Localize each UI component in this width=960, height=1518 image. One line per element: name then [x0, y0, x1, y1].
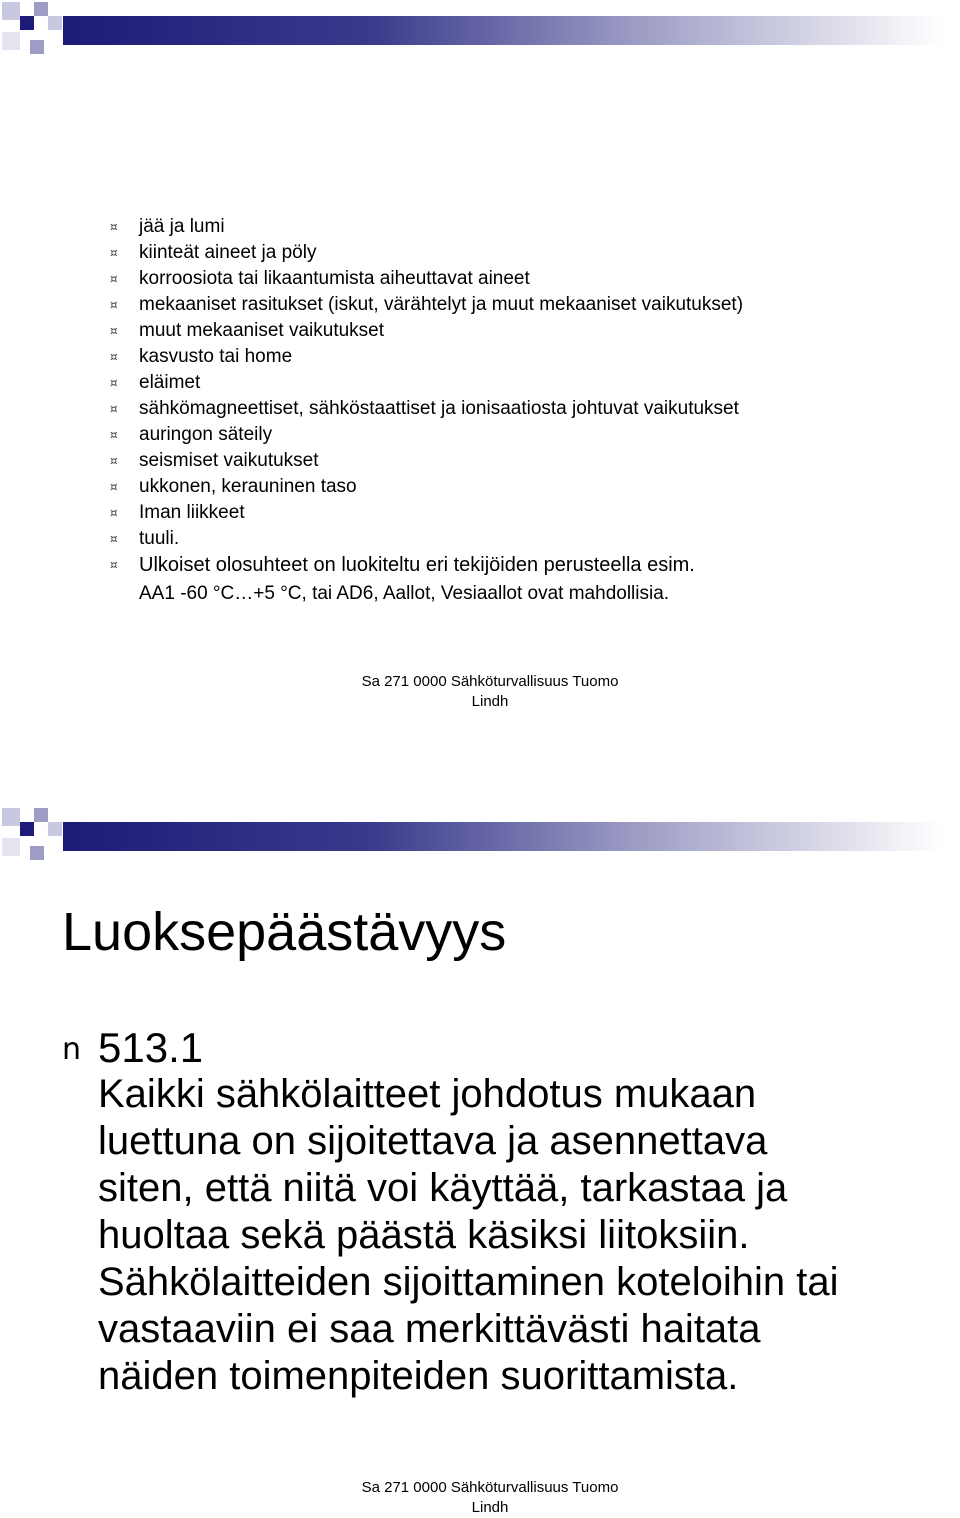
bullet-glyph: n — [62, 1032, 82, 1067]
list-item-text: Ulkoiset olosuhteet on luokiteltu eri tekijöiden perusteella esim. — [139, 554, 695, 576]
regulation-text — [98, 1024, 838, 1400]
list-item-text: korroosiota tai likaantumista aiheuttavat aineet — [139, 268, 530, 289]
deco-square — [30, 846, 44, 860]
list-item — [110, 292, 743, 318]
deco-square — [48, 822, 62, 836]
text-line: huoltaa sekä päästä käsiksi liitoksiin. — [98, 1213, 750, 1257]
deco-square — [2, 32, 20, 50]
text-line: Sähkölaitteiden sijoittaminen koteloihin tai — [98, 1260, 839, 1304]
bullet-icon: ¤ — [110, 220, 118, 234]
list-item-text: muut mekaaniset vaikutukset — [139, 320, 385, 341]
list-item-text: ukkonen, kerauninen taso — [139, 476, 357, 497]
header-gradient-bar — [63, 16, 943, 45]
deco-square — [2, 808, 20, 826]
header-gradient-bar — [63, 822, 943, 851]
list-item — [110, 344, 743, 370]
list-item-text: auringon säteily — [139, 424, 273, 445]
footer-line-1: Sa 271 0000 Sähköturvallisuus Tuomo — [361, 1479, 619, 1496]
list-item-text: eläimet — [139, 372, 201, 393]
bullet-icon: ¤ — [110, 298, 118, 312]
list-item-text: tuuli. — [139, 528, 180, 549]
classification-example: AA1 -60 °C…+5 °C, tai AD6, Aallot, Vesiaallot ovat mahdollisia. — [139, 583, 670, 604]
text-line: luettuna on sijoitettava ja asennettava — [98, 1119, 768, 1163]
text-line: vastaaviin ei saa merkittävästi haitata — [98, 1307, 761, 1351]
slide-2 — [0, 806, 960, 1515]
bullet-icon: ¤ — [110, 480, 118, 494]
list-item-text: Iman liikkeet — [139, 502, 245, 523]
slide-title: Luoksepäästävyys — [62, 902, 507, 962]
list-item — [110, 474, 743, 500]
list-item — [110, 500, 743, 526]
list-item — [110, 526, 743, 552]
bullet-icon: ¤ — [110, 454, 118, 468]
slide-footer — [290, 1478, 690, 1518]
footer-line-1: Sa 271 0000 Sähköturvallisuus Tuomo — [361, 673, 619, 690]
slide-1 — [0, 0, 960, 740]
bullet-icon: ¤ — [110, 506, 118, 520]
text-line: näiden toimenpiteiden suorittamista. — [98, 1354, 739, 1398]
text-line: Kaikki sähkölaitteet johdotus mukaan — [98, 1072, 757, 1116]
header-decoration — [0, 0, 960, 62]
bullet-icon: ¤ — [110, 272, 118, 286]
footer-line-2: Lindh — [471, 1499, 509, 1516]
deco-square — [30, 40, 44, 54]
list-item — [110, 240, 743, 266]
bullet-icon: ¤ — [110, 402, 118, 416]
bullet-icon: ¤ — [110, 532, 118, 546]
deco-square — [34, 2, 48, 16]
bullet-icon: ¤ — [110, 246, 118, 260]
list-item-text: sähkömagneettiset, sähköstaattiset ja ionisaatiosta johtuvat vaikutukset — [139, 398, 739, 419]
list-item — [110, 396, 743, 422]
slide-footer — [290, 672, 690, 712]
condition-list — [110, 214, 743, 578]
deco-square — [2, 2, 20, 20]
bullet-icon: ¤ — [110, 324, 118, 338]
list-item — [110, 370, 743, 396]
deco-square — [20, 16, 34, 30]
list-item — [110, 448, 743, 474]
bullet-icon: ¤ — [110, 428, 118, 442]
bullet-icon: ¤ — [110, 376, 118, 390]
list-item-text: kiinteät aineet ja pöly — [139, 242, 317, 263]
deco-square — [34, 808, 48, 822]
header-decoration — [0, 806, 960, 868]
list-item — [110, 266, 743, 292]
list-item — [110, 422, 743, 448]
bullet-icon: ¤ — [110, 350, 118, 364]
list-item — [110, 318, 743, 344]
list-item — [110, 214, 743, 240]
list-item-text: jää ja lumi — [139, 216, 225, 237]
list-item — [110, 552, 743, 578]
footer-line-2: Lindh — [471, 693, 509, 710]
section-number: 513.1 — [98, 1024, 204, 1071]
list-item-text: mekaaniset rasitukset (iskut, värähtelyt ja muut mekaaniset vaikutukset) — [139, 294, 744, 315]
list-item-text: kasvusto tai home — [139, 346, 293, 367]
list-item-text: seismiset vaikutukset — [139, 450, 319, 471]
deco-square — [20, 822, 34, 836]
bullet-icon: ¤ — [110, 558, 118, 572]
text-line: siten, että niitä voi käyttää, tarkastaa ja — [98, 1166, 788, 1210]
deco-square — [2, 838, 20, 856]
deco-square — [48, 16, 62, 30]
